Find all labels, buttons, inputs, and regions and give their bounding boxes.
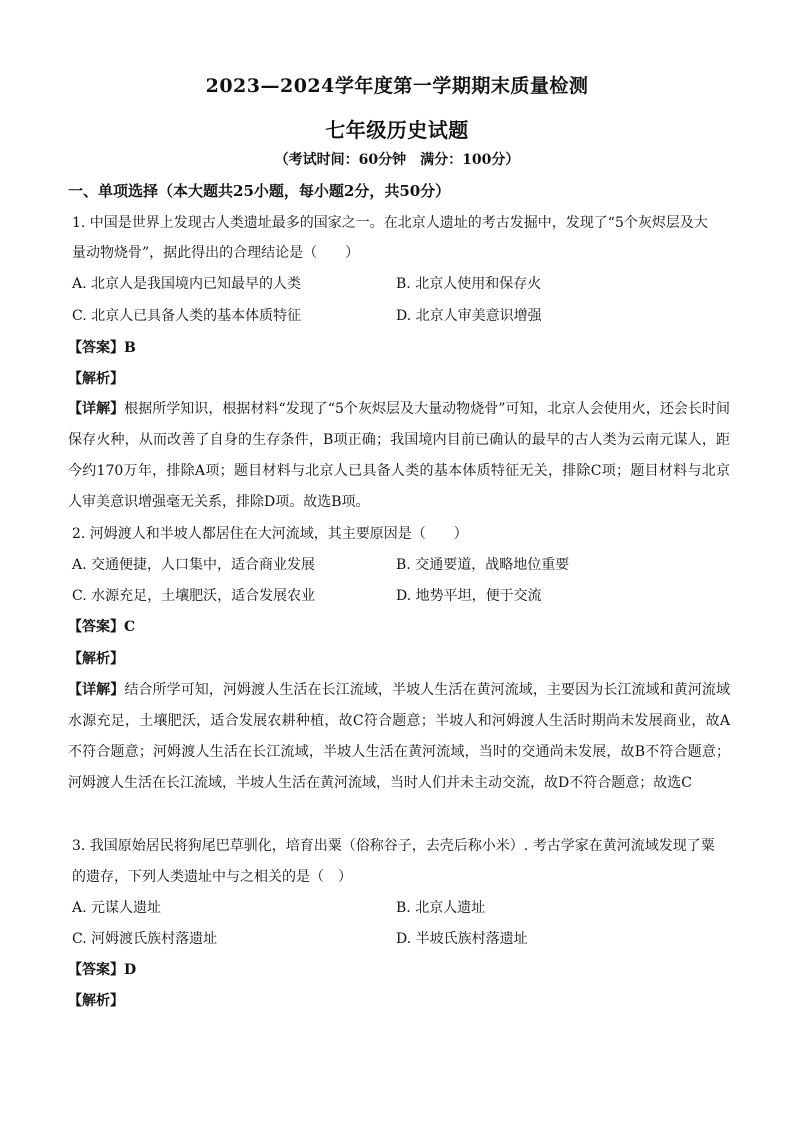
q1-option-d: D. 北京人审美意识增强 <box>396 308 542 324</box>
q3-stem-line1: 3. 我国原始居民将狗尾巴草驯化，培育出粟（俗称谷子，去壳后称小米）. 考古学家在黄河流域发现了粟 <box>72 838 715 854</box>
q1-detail-label: 【详解】 <box>68 401 125 417</box>
q2-answer-value: C <box>124 619 136 635</box>
q2-option-a: A. 交通便捷，人口集中，适合商业发展 <box>72 557 316 573</box>
q2-option-c: C. 水源充足，土壤肥沃，适合发展农业 <box>72 588 316 604</box>
q2-detail-label: 【详解】 <box>68 682 125 698</box>
q2-detail-text: 结合所学可知，河姆渡人生活在长江流域，半坡人生活在黄河流域，主要因为长江流域和黄河流域水源充足，土壤肥沃，适合发展农耕种植，故C符合题意；半坡人和河姆渡人生活时期尚未发展商业，故A不符合题意；河姆渡人生活在长江流域，半坡人生活在黄河流域，当时的交通尚未发展，故B不符合题意；河姆渡人生活在长江流域，半坡人生活在黄河流域，当时人们并未主动交流，故D不符合题意；故选C <box>68 682 731 791</box>
q1-option-a: A. 北京人是我国境内已知最早的人类 <box>72 276 302 292</box>
section-heading: 一、单项选择（本大题共25小题，每小题2分，共50分） <box>68 182 451 200</box>
q1-stem-line1: 1. 中国是世界上发现古人类遗址最多的国家之一。在北京人遗址的考古发掘中，发现了“5个灰烬层及大 <box>72 215 708 231</box>
q1-answer <box>68 338 136 358</box>
q3-option-c: C. 河姆渡氏族村落遗址 <box>72 931 218 947</box>
q1-stem-line2: 量动物烧骨”，据此得出的合理结论是（ ） <box>72 245 360 261</box>
q2-option-d: D. 地势平坦，便于交流 <box>396 588 542 604</box>
q1-answer-label: 【答案】 <box>68 340 124 356</box>
q2-stem-line1: 2. 河姆渡人和半坡人都居住在大河流域，其主要原因是（ ） <box>72 526 468 542</box>
q2-answer-label: 【答案】 <box>68 619 124 635</box>
q2-detail <box>68 675 730 799</box>
q1-detail-text: 根据所学知识，根据材料“发现了“5个灰烬层及大量动物烧骨”可知，北京人会使用火，还会长时间保存火种，从而改善了自身的生存条件，B项正确；我国境内目前已确认的最早的古人类为云南元谋人，距今约170万年，排除A项；题目材料与北京人已具备人类的基本体质特征无关，排除C项；题目材料与北京人审美意识增强毫无关系，排除D项。故选B项。 <box>68 401 730 510</box>
q3-answer-label: 【答案】 <box>68 962 124 978</box>
q2-option-b: B. 交通要道，战略地位重要 <box>396 557 570 573</box>
q1-answer-value: B <box>124 340 136 356</box>
exam-title: 2023—2024学年度第一学期期末质量检测 <box>205 75 589 97</box>
q3-stem-line2: 的遗存，下列人类遗址中与之相关的是（ ） <box>72 869 352 885</box>
q3-option-d: D. 半坡氏族村落遗址 <box>396 931 528 947</box>
q3-option-b: B. 北京人遗址 <box>396 900 486 916</box>
q1-analysis-label: 【解析】 <box>68 371 124 387</box>
q1-detail <box>68 394 730 518</box>
exam-info: （考试时间：60分钟 满分：100分） <box>274 152 520 168</box>
q3-answer <box>68 960 136 980</box>
q3-answer-value: D <box>124 962 137 978</box>
q1-option-c: C. 北京人已具备人类的基本体质特征 <box>72 308 302 324</box>
q2-answer <box>68 617 135 637</box>
q3-option-a: A. 元谋人遗址 <box>72 900 162 916</box>
q1-option-b: B. 北京人使用和保存火 <box>396 276 542 292</box>
q3-analysis-label: 【解析】 <box>68 993 124 1009</box>
q2-analysis-label: 【解析】 <box>68 651 124 667</box>
exam-subject-title: 七年级历史试题 <box>325 118 469 142</box>
